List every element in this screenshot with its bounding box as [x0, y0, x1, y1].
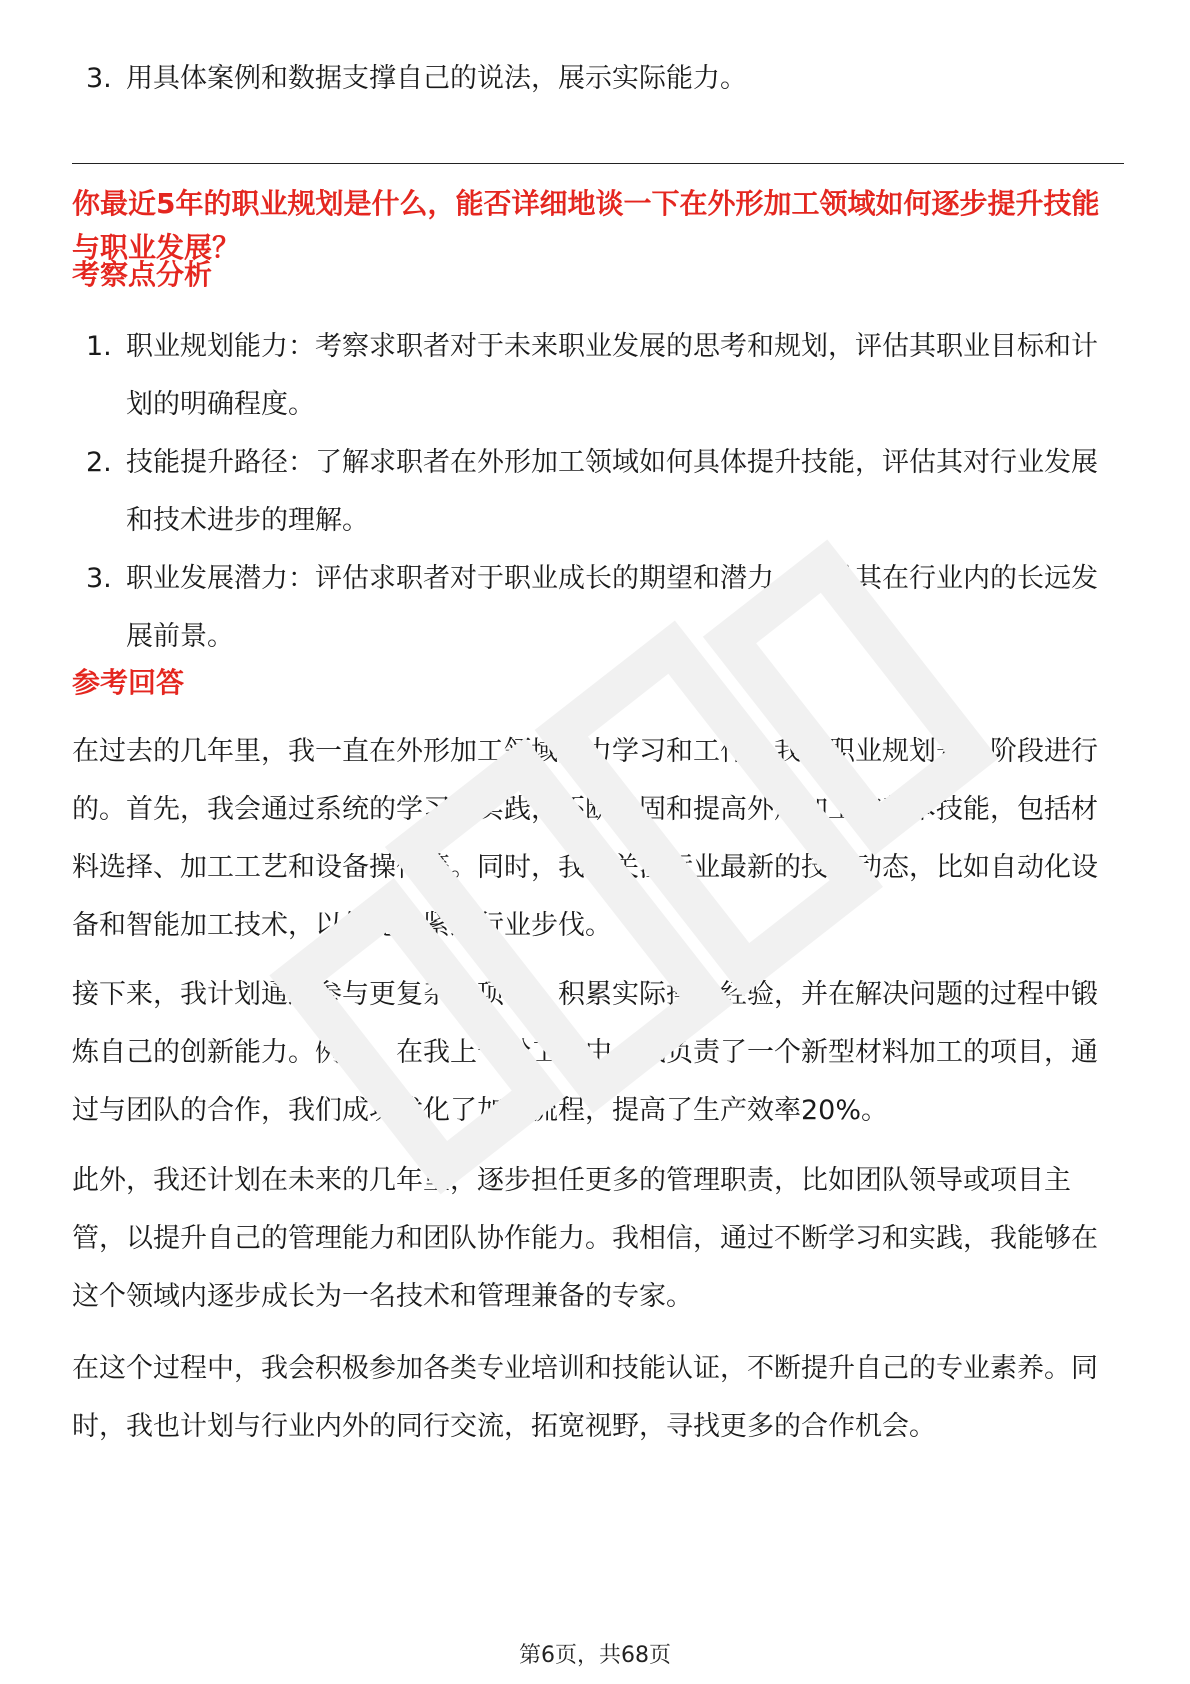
answer-paragraph: 接下来，我计划通过参与更复杂的项目，积累实际操作经验，并在解决问题的过程中锻炼自己的创新能力。例如，在我上一份工作中，我负责了一个新型材料加工的项目，通过与团队的合作，我们成功优化了加工流程，提高了生产效率20%。 — [72, 979, 1098, 1126]
list-number: 3. — [86, 63, 112, 94]
question-heading: 你最近5年的职业规划是什么，能否详细地谈一下在外形加工领域如何逐步提升技能与职业发展？ — [72, 187, 1100, 264]
top-list — [72, 50, 1124, 108]
analysis-title: 考察点分析 — [72, 258, 213, 291]
page-footer: 第6页，共68页 — [519, 1643, 671, 1668]
list-item — [72, 550, 1124, 666]
list-text: 职业规划能力：考察求职者对于未来职业发展的思考和规划，评估其职业目标和计划的明确程度。 — [126, 331, 1098, 420]
list-text: 用具体案例和数据支撑自己的说法，展示实际能力。 — [126, 63, 747, 94]
section-divider — [72, 163, 1124, 164]
answer-paragraph: 此外，我还计划在未来的几年里，逐步担任更多的管理职责，比如团队领导或项目主管，以提升自己的管理能力和团队协作能力。我相信，通过不断学习和实践，我能够在这个领域内逐步成长为一名技术和管理兼备的专家。 — [72, 1165, 1098, 1312]
list-item — [72, 434, 1124, 550]
analysis-list — [72, 318, 1124, 666]
list-number: 2. — [86, 447, 112, 478]
answer-paragraph: 在过去的几年里，我一直在外形加工领域努力学习和工作。我的职业规划是分阶段进行的。首先，我会通过系统的学习和实践，不断巩固和提高外形加工的基本技能，包括材料选择、加工工艺和设备操作等。同时，我会关注行业最新的技术动态，比如自动化设备和智能加工技术，以便能够紧跟行业步伐。 — [72, 736, 1098, 941]
answer-paragraph: 在这个过程中，我会积极参加各类专业培训和技能认证，不断提升自己的专业素养。同时，我也计划与行业内外的同行交流，拓宽视野，寻找更多的合作机会。 — [72, 1353, 1098, 1442]
list-item — [72, 50, 1124, 108]
list-text: 职业发展潜力：评估求职者对于职业成长的期望和潜力，以及其在行业内的长远发展前景。 — [126, 563, 1098, 652]
answer-title: 参考回答 — [72, 666, 185, 699]
list-number: 3. — [86, 563, 112, 594]
list-item — [72, 318, 1124, 434]
list-number: 1. — [86, 331, 112, 362]
list-text: 技能提升路径：了解求职者在外形加工领域如何具体提升技能，评估其对行业发展和技术进步的理解。 — [126, 447, 1098, 536]
